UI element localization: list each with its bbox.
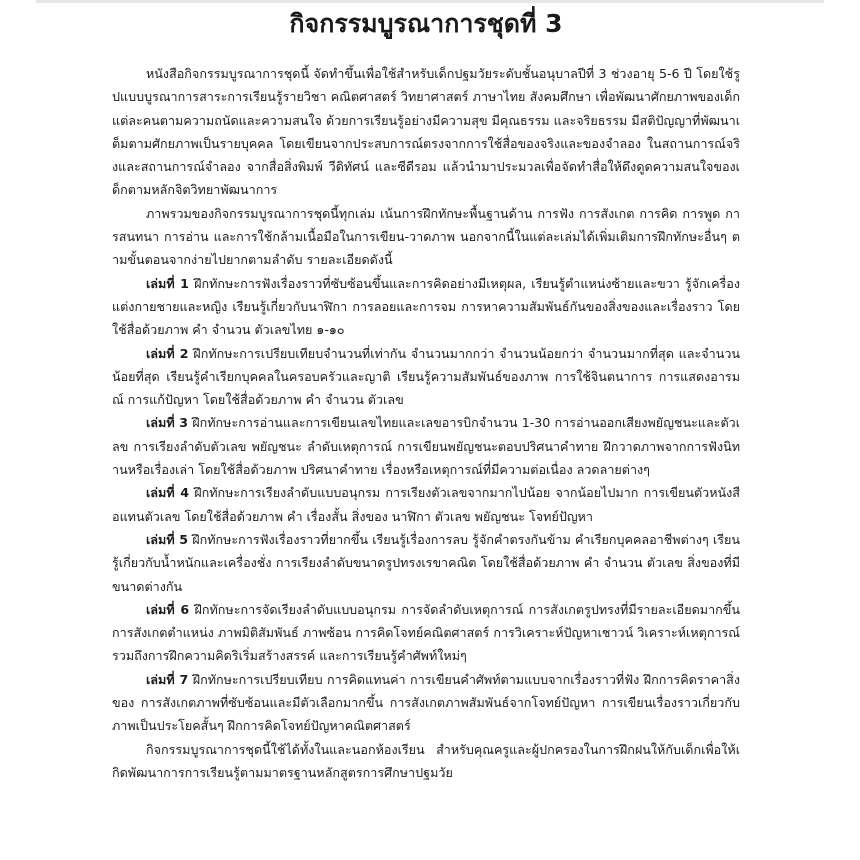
volume-6-text: ฝึกทักษะการจัดเรียงลำดับแบบอนุกรม การจัดลำดับเหตุการณ์ การสังเกตรูปทรงที่มีรายละเอียดมากขึ้น การสังเกตตำแหน่ง ภาพมิติสัมพันธ์ ภาพซ้อน การคิดโจทย์คณิตศาสตร์ การวิเคราะห์ปัญหาเชาวน์ วิเคราะห์เหตุการณ์ รวมถึงการฝึกความคิดริเริ่มสร้างสรรค์ และการเรียนรู้คำศัพท์ใหม่ๆ xyxy=(112,601,740,664)
closing-paragraph: กิจกรรมบูรณาการชุดนี้ใช้ได้ทั้งในและนอกห้องเรียน สำหรับคุณครูและผู้ปกครองในการฝึกฝนให้กับเด็กเพื่อให้เกิดพัฒนาการการเรียนรู้ตามมาตรฐานหลักสูตรการศึกษาปฐมวัย xyxy=(112,741,740,780)
intro-paragraph-1: หนังสือกิจกรรมบูรณาการชุดนี้ จัดทำขึ้นเพื่อใช้สำหรับเด็กปฐมวัยระดับชั้นอนุบาลปีที่ 3 ช่วงอายุ 5-6 ปี โดยใช้รูปแบบบูรณาการสาระการเรียนรู้รายวิชา คณิตศาสตร์ วิทยาศาสตร์ ภาษาไทย สังคมศึกษา เพื่อพัฒนาศักยภาพของเด็กแต่ละคนตามความถนัดและความสนใจ ด้วยการเรียนรู้อย่างมีความสุข มีคุณธรรม และจริยธรรม มีสติปัญญาที่พัฒนาเต็มตามศักยภาพเป็นรายบุคคล โดยเขียนจากประสบการณ์ตรงจากการใช้สื่อของจริงและของจำลอง ในสถานการณ์จริงและสถานการณ์จำลอง จากสื่อสิ่งพิมพ์ วีดิทัศน์ และซีดีรอม แล้วนำมาประมวลเพื่อจัดทำสื่อให้ดึงดูดความสนใจของเด็กตามหลักจิตวิทยาพัฒนาการ xyxy=(112,66,740,198)
volume-2-text: ฝึกทักษะการเปรียบเทียบจำนวนที่เท่ากัน จำนวนมากกว่า จำนวนน้อยกว่า จำนวนมากที่สุด และจำนวนน้อยที่สุด เรียนรู้คำเรียกบุคคลในครอบครัวและญาติ เรียนรู้ความสัมพันธ์ของภาพ การใช้จินตนาการ การแสดงอารมณ์ การแก้ปัญหา โดยใช้สื่อด้วยภาพ คำ จำนวน ตัวเลข xyxy=(112,345,741,408)
document-page xyxy=(112,8,740,784)
volume-4-label: เล่มที่ 4 xyxy=(146,485,189,501)
volume-3-label: เล่มที่ 3 xyxy=(146,415,188,431)
volume-5-text: ฝึกทักษะการฟังเรื่องราวที่ยากขึ้น เรียนรู้เรื่องการลบ รู้จักคำตรงกันข้าม คำเรียกบุคคลอาชีพต่างๆ เรียนรู้เกี่ยวกับน้ำหนักและเครื่องชั่ง การเรียงลำดับขนาดรูปทรงเรขาคณิต โดยใช้สื่อด้วยภาพ คำ จำนวน ตัวเลข สิ่งของที่มีขนาดต่างกัน xyxy=(112,531,740,594)
volume-3-paragraph xyxy=(112,411,740,481)
volume-6-label: เล่มที่ 6 xyxy=(146,601,190,617)
volume-4-text: ฝึกทักษะการเรียงลำดับแบบอนุกรม การเรียงตัวเลขจากมากไปน้อย จากน้อยไปมาก การเขียนตัวหนังสือแทนตัวเลข โดยใช้สื่อด้วยภาพ คำ เรื่องสั้น สิ่งของ นาฬิกา ตัวเลข พยัญชนะ โจทย์ปัญหา xyxy=(112,485,740,524)
volume-7-text: ฝึกทักษะการเปรียบเทียบ การคิดแทนค่า การเขียนคำศัพท์ตามแบบจากเรื่องราวที่ฟัง ฝึกการคิดราคาสิ่งของ การสังเกตภาพที่ซับซ้อนและมีตัวเลือกมากขึ้น การสังเกตภาพสัมพันธ์จากโจทย์ปัญหา การเขียนเรื่องราวเกี่ยวกับภาพเป็นประโยคสั้นๆ ฝึกการคิดโจทย์ปัญหาคณิตศาสตร์ xyxy=(112,671,740,734)
volume-7-label: เล่มที่ 7 xyxy=(146,671,189,687)
volume-1-text: ฝึกทักษะการฟังเรื่องราวที่ซับซ้อนขึ้นและการคิดอย่างมีเหตุผล, เรียนรู้ตำแหน่งซ้ายและขวา รู้จักเครื่องแต่งกายชายและหญิง เรียนรู้เกี่ยวกับนาฬิกา การลอยและการจม การหาความสัมพันธ์กันของสิ่งของและเรื่องราว โดยใช้สื่อด้วยภาพ คำ จำนวน ตัวเลขไทย ๑-๑๐ xyxy=(112,275,740,338)
volume-1-label: เล่มที่ 1 xyxy=(146,275,189,291)
top-divider xyxy=(36,0,824,3)
volume-4-paragraph xyxy=(112,481,740,528)
volume-3-text: ฝึกทักษะการอ่านและการเขียนเลขไทยและเลขอารบิกจำนวน 1-30 การอ่านออกเสียงพยัญชนะและตัวเลข การเรียงลำดับตัวเลข พยัญชนะ ลำดับเหตุการณ์ การเขียนพยัญชนะตอบปริศนาคำทาย ฝึกวาดภาพจากการฟังนิทานหรือเรื่องเล่า โดยใช้สื่อด้วยภาพ ปริศนาคำทาย เรื่องหรือเหตุการณ์ที่มีความต่อเนื่อง ลวดลายต่างๆ xyxy=(112,415,740,478)
volume-1-paragraph xyxy=(112,272,740,342)
volume-2-label: เล่มที่ 2 xyxy=(146,345,189,361)
volume-5-label: เล่มที่ 5 xyxy=(146,531,188,547)
intro-paragraph-2: ภาพรวมของกิจกรรมบูรณาการชุดนี้ทุกเล่ม เน้นการฝึกทักษะพื้นฐานด้าน การฟัง การสังเกต การคิด การพูด การสนทนา การอ่าน และการใช้กล้ามเนื้อมือในการเขียน-วาดภาพ นอกจากนี้ในแต่ละเล่มได้เพิ่มเติมการฝึกทักษะอื่นๆ ตามขั้นตอนจากง่ายไปยากตามลำดับ รายละเอียดดังนี้ xyxy=(112,205,740,268)
volume-6-paragraph xyxy=(112,598,740,668)
document-title: กิจกรรมบูรณาการชุดที่ 3 xyxy=(289,9,563,38)
volume-2-paragraph xyxy=(112,342,740,412)
volume-5-paragraph xyxy=(112,528,740,598)
volume-7-paragraph xyxy=(112,668,740,738)
